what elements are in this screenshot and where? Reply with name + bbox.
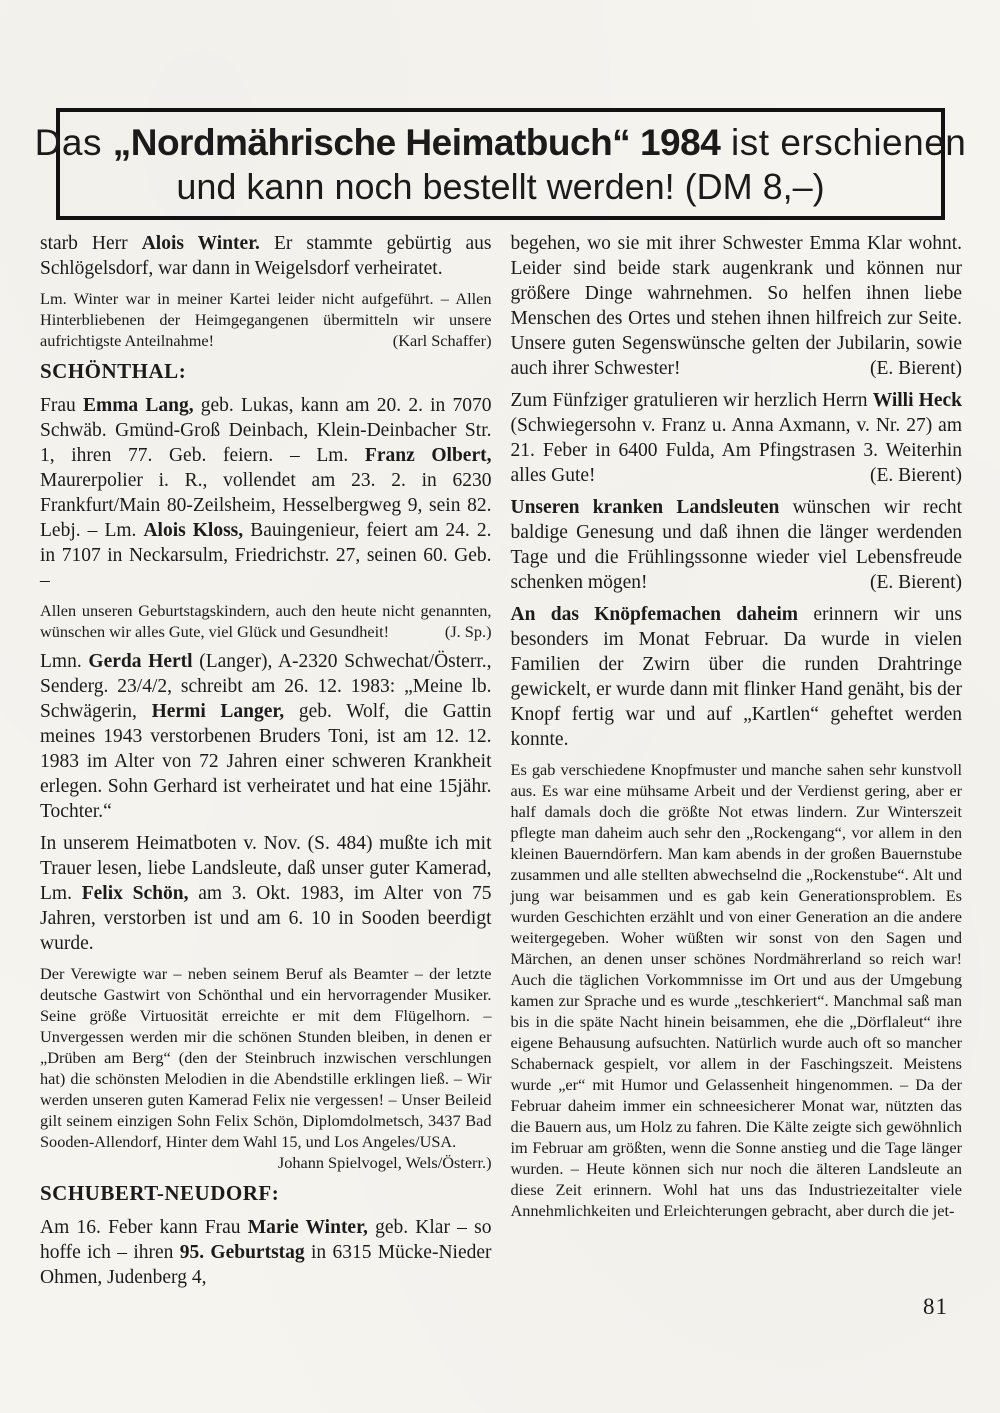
- left-column: [40, 231, 492, 1297]
- body-text: Frau: [40, 395, 83, 416]
- body-text: geb. Klar – so hoffe ich – ihren: [40, 1217, 492, 1263]
- header-title-prefix: Das: [34, 121, 113, 163]
- body-text: Am 16. Feber kann Frau: [40, 1217, 248, 1238]
- header-box: [34, 108, 967, 220]
- right-column: [511, 231, 963, 1297]
- paragraph: [40, 393, 492, 593]
- paragraph: [511, 388, 963, 488]
- signature: (E. Bierent): [869, 358, 962, 379]
- section-heading: SCHÖNTHAL:: [40, 359, 187, 383]
- paragraph: [40, 1215, 492, 1290]
- body-text: geb. Lukas, kann am 20. 2. in 7070 Schwäb. Gmünd-Groß Deinbach, Klein-Deinbacher Str. 1, ihren 77. Geb. feiern. – Lm.: [40, 395, 492, 466]
- body-text: in 6315 Mücke-Nieder Ohmen, Judenberg 4,: [40, 1242, 492, 1288]
- paragraph: [511, 231, 963, 381]
- emphasized-text: Felix Schön,: [81, 883, 189, 904]
- body-text: geb. Wolf, die Gattin meines 1943 verstorbenen Bruders Toni, ist am 12. 12. 1983 im Alter von 72 Jahren einer schweren Krankheit erlegen. Sohn Gerhard ist verheiratet und hat eine 15jähr. Tochter.“: [40, 701, 492, 822]
- body-text: Maurerpolier i. R., vollendet am 23. 2. in 6230 Frankfurt/Main 80-Zeilsheim, Hesselbergweg 9, sein 82. Lebj. – Lm.: [40, 470, 492, 541]
- page-number: 81: [923, 1294, 948, 1319]
- emphasized-text: Marie Winter,: [247, 1217, 368, 1238]
- paragraph: [40, 231, 492, 281]
- body-text: Allen unseren Geburtstagskindern, auch den heute nicht genannten, wünschen wir alles Gute, viel Glück und Gesundheit!: [40, 601, 492, 641]
- paragraph: [40, 288, 492, 351]
- body-text: In unserem Heimatboten v. Nov. (S. 484) mußte ich mit Trauer lesen, liebe Landsleute, daß unser guter Kamerad, Lm.: [40, 833, 492, 904]
- body-text: wünschen wir recht baldige Genesung und daß ihnen die länger werdenden Tage und die Frühlingssonne wieder viel Lebensfreude schenken mögen!: [510, 497, 962, 593]
- emphasized-text: Alois Kloss,: [143, 520, 244, 541]
- body-text: Es gab verschiedene Knopfmuster und manche sahen sehr kunstvoll aus. Es war eine mühsame Arbeit und der Verdienst gering, aber er half damals doch die größte Not etwas lindern. Zur Winterszeit pflegte man daheim auch sehr den „Rockengang“, vor allem in den kleinen Bauerndörfern. Man kam abends in der großen Bauernstube zusammen und alle stellten abwechselnd die „Rockenstube“. Alt und jung war beisammen und es gab kein Generationsproblem. Es wurden Geschichten erzählt und von einer Generation an die andere weitergegeben. Woher wüßten wir sonst von den Sagen und Märchen, an denen unser schönes Nordmährerland so reich war! Auch die täglichen Vorkommnisse im Ort und aus der Umgebung kamen zur Sprache und es wurde „teschkeriert“. Manchmal saß man bis in die späte Nacht hinein beisammen, ehe die „Dörflaleut“ ihre eigene Behausung aufsuchten. Natürlich wurde auch oft so mancher Schabernack gespielt, vor allem in der Faschingszeit. Meistens wurde „er“ mit Humor und Gelassenheit hingenommen. – Da der Februar daheim immer ein schneesicherer Monat war, nützten das die Bauern aus, um Holz zu fahren. Die Kälte zeigte sich gewöhnlich im Februar am größten, wenn die Sonne anstieg und die Tage länger wurden. – Heute können sich nur noch die älteren Landsleute an diese Zeit erinnern. Wohl hat uns das Industriezeitalter viele Annehmlichkeiten und Erleichterungen gebracht, aber durch die jet-: [510, 760, 962, 1220]
- body-text: erinnern wir uns besonders im Monat Februar. Da wurde in vielen Familien der Zwirn über die runden Drahtringe gewickelt, er wurde dann mit flinker Hand genäht, bis der Knopf fertig war und auf „Kartlen“ geheftet werden konnte.: [510, 604, 962, 750]
- paragraph: [511, 602, 963, 752]
- signature: (Karl Schaffer): [392, 331, 492, 350]
- emphasized-text: Franz Olbert,: [364, 445, 492, 466]
- header-title-suffix: ist erschienen: [720, 121, 967, 163]
- body-text: Der Verewigte war – neben seinem Beruf als Beamter – der letzte deutsche Gastwirt von Schönthal und ein hervorragender Musiker. Seine größe Virtuosität erreichte er mit dem Flügelhorn. – Unvergessen werden mir die schönen Stunden bleiben, in denen er „Drüben am Berg“ (den der Steinbruch inzwischen verschlungen hat) die schönsten Melodien in die Abendstille erklingen ließ. – Wir werden unseren guten Kamerad Felix nie vergessen! – Unser Beileid gilt seinem einzigen Sohn Felix Schön, Diplomdolmetsch, 3437 Bad Sooden-Allendorf, Hinter dem Wahl 15, und Los Angeles/USA.: [40, 964, 492, 1151]
- header-title-bold: „Nordmährische Heimatbuch“ 1984: [112, 121, 721, 163]
- emphasized-text: Alois Winter.: [141, 233, 260, 254]
- paragraph: [511, 495, 963, 595]
- signature: Johann Spielvogel, Wels/Österr.): [277, 1153, 492, 1172]
- two-column-text-area: [40, 231, 962, 1297]
- header-title-line1: [35, 120, 967, 165]
- paragraph: [40, 831, 492, 956]
- emphasized-text: 95. Geburtstag: [179, 1242, 305, 1263]
- emphasized-text: Willi Heck: [872, 390, 962, 411]
- body-text: Zum Fünfziger gratulieren wir herzlich Herrn: [510, 390, 873, 411]
- emphasized-text: Unseren kranken Landsleuten: [510, 497, 780, 518]
- signature: (E. Bierent): [869, 572, 962, 593]
- signature: (J. Sp.): [444, 622, 492, 641]
- paragraph: [40, 649, 492, 824]
- body-text: Bauingenieur, feiert am 24. 2. in 7107 in Neckarsulm, Friedrichstr. 27, seinen 60. Geb. –: [40, 520, 492, 591]
- body-text: Lm. Winter war in meiner Kartei leider nicht aufgeführt. – Allen Hinterbliebenen der Heimgegangenen übermitteln wir unsere aufrichtigste Anteilnahme!: [40, 289, 492, 350]
- paragraph: [511, 759, 963, 1221]
- paragraph: [40, 600, 492, 642]
- section-heading: SCHUBERT-NEUDORF:: [40, 1181, 280, 1205]
- body-text: Er stammte gebürtig aus Schlögelsdorf, war dann in Weigelsdorf verheiratet.: [40, 233, 492, 279]
- body-text: starb Herr: [40, 233, 142, 254]
- emphasized-text: Gerda Hertl: [88, 651, 193, 672]
- emphasized-text: Hermi Langer,: [151, 701, 285, 722]
- emphasized-text: An das Knöpfemachen daheim: [510, 604, 799, 625]
- emphasized-text: Emma Lang,: [82, 395, 194, 416]
- body-text: (Schwiegersohn v. Franz u. Anna Axmann, v. Nr. 27) am 21. Feber in 6400 Fulda, Am Pfingstrasen 3. Weiterhin alles Gute!: [510, 415, 962, 486]
- header-title-line2: und kann noch bestellt werden! (DM 8,–): [176, 165, 825, 207]
- body-text: am 3. Okt. 1983, im Alter von 75 Jahren, verstorben ist und am 6. 10 in Sooden beerdigt wurde.: [40, 883, 492, 954]
- signature: (E. Bierent): [869, 465, 962, 486]
- body-text: Lmn.: [40, 651, 89, 672]
- body-text: begehen, wo sie mit ihrer Schwester Emma Klar wohnt. Leider sind beide stark augenkrank und können nur größere Dinge wahrnehmen. So helfen ihnen liebe Menschen des Ortes und stehen ihnen hilfreich zur Seite. Unsere guten Segenswünsche gelten der Jubilarin, sowie auch ihrer Schwester!: [510, 233, 962, 379]
- paragraph: [40, 963, 492, 1173]
- body-text: (Langer), A-2320 Schwechat/Österr., Senderg. 23/4/2, schreibt am 26. 12. 1983: „Meine lb. Schwägerin,: [40, 651, 492, 722]
